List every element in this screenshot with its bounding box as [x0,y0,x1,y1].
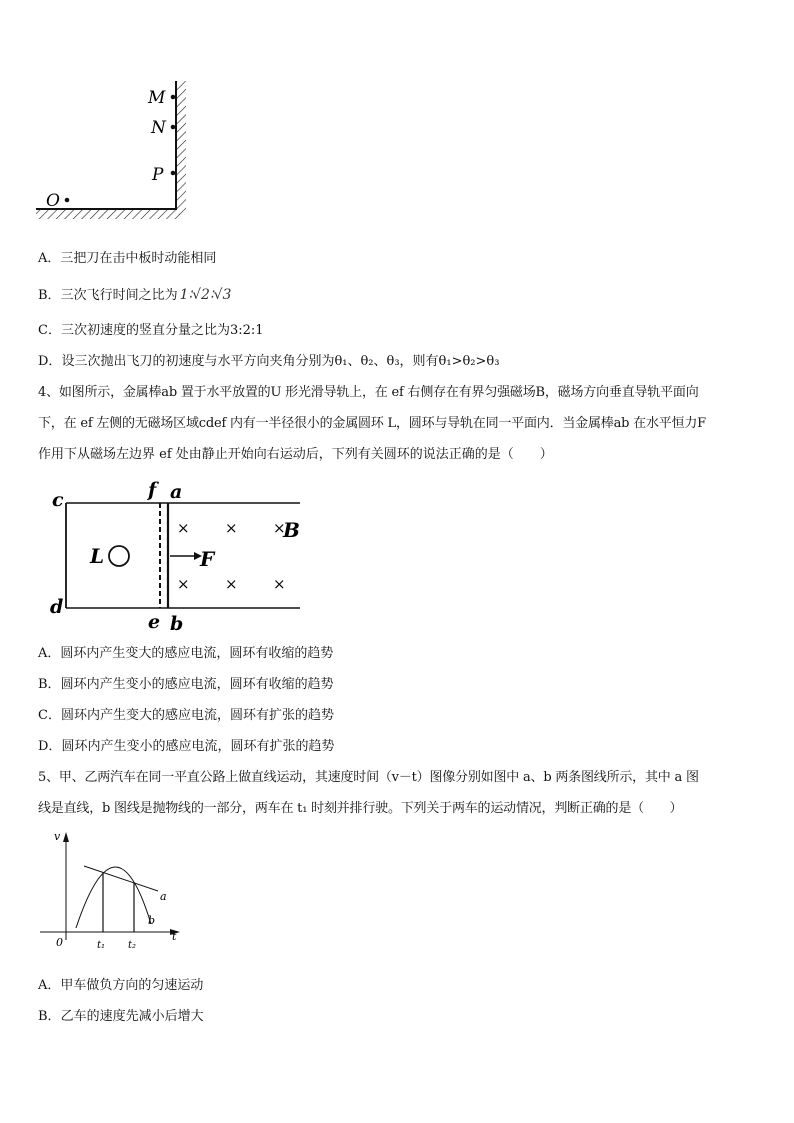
option-text: 三次初速度的竖直分量之比为3:2:1 [60,323,264,338]
label-b: b [170,613,184,634]
option-letter: B． [38,288,61,303]
option-text: 三次飞行时间之比为 [60,288,178,303]
label-a: a [170,481,183,503]
option-text: 圆环内产生变小的感应电流，圆环有扩张的趋势 [61,739,335,754]
point-m [171,95,176,100]
graph-line-a [84,866,158,891]
q4-stem-line3: 作用下从磁场左边界 ef 处由静止开始向右运动后，下列有关圆环的说法正确的是（ ） [38,447,553,462]
label-f: f [148,479,157,501]
point-o [65,198,70,203]
option-text: 圆环内产生变大的感应电流，圆环有收缩的趋势 [60,646,334,661]
option-text: 圆环内产生变大的感应电流，圆环有扩张的趋势 [60,708,334,723]
q5-stem-line1: 5、甲、乙两汽车在同一平直公路上做直线运动，其速度时间（v－t）图像分别如图中 a、b 两条图线所示，其中 a 图 [38,770,699,785]
label-p: P [152,165,164,185]
q4-option-c[interactable] [38,707,334,725]
figure-wall-floor [30,75,200,225]
q5-option-a[interactable] [38,977,203,995]
option-letter: D． [38,354,62,369]
wall-hatch [176,81,186,215]
label-field: B [283,518,300,542]
option-letter: A． [38,978,61,993]
label-b: b [148,914,156,927]
point-n [171,125,176,130]
option-letter: A． [38,251,61,266]
field-cross: × [273,575,286,593]
label-t: t [172,930,177,943]
option-letter: B． [38,677,61,692]
label-e: e [148,611,161,633]
q3-option-b[interactable] [38,286,231,305]
option-text: 三把刀在击中板时动能相同 [60,251,217,266]
v-axis-arrow [63,832,69,842]
label-v: v [54,830,61,843]
label-origin: 0 [56,936,63,949]
label-c: c [52,489,64,511]
label-m: M [148,88,166,108]
option-text: 设三次抛出飞刀的初速度与水平方向夹角分别为θ₁、θ₂、θ₃，则有θ₁>θ₂>θ₃ [61,354,500,369]
option-letter: A． [38,646,61,661]
q4-option-d[interactable] [38,738,334,756]
q3-option-a[interactable] [38,250,216,268]
ring-l [109,546,129,566]
label-d: d [50,596,64,618]
option-letter: B． [38,1009,61,1024]
figure-vt-graph [36,828,186,952]
field-cross: × [177,519,190,537]
label-o: O [46,191,60,211]
label-t1: t₁ [97,940,106,951]
figure-rails [44,476,306,634]
field-cross: × [225,519,238,537]
label-force: F [200,547,215,571]
q4-stem-line1: 4、如图所示，金属棒ab 置于水平放置的U 形光滑导轨上，在 ef 右侧存在有界匀强磁场B，磁场方向垂直导轨平面向 [38,385,699,400]
q4-option-a[interactable] [38,645,333,663]
label-n: N [151,118,166,138]
q4-option-b[interactable] [38,676,334,694]
q5-stem-line2: 线是直线，b 图线是抛物线的一部分，两车在 t₁ 时刻并排行驶。下列关于两车的运动情况，判断正确的是（ ） [38,801,683,816]
option-math: 1∶√2∶√3 [179,287,232,303]
option-letter: C． [38,323,61,338]
option-letter: D． [38,739,62,754]
option-letter: C． [38,708,61,723]
option-text: 乙车的速度先减小后增大 [60,1009,204,1024]
label-a: a [160,890,167,903]
label-t2: t₂ [128,940,137,951]
option-text: 甲车做负方向的匀速运动 [60,978,204,993]
field-cross: × [273,519,286,537]
field-cross: × [177,575,190,593]
option-text: 圆环内产生变小的感应电流，圆环有收缩的趋势 [60,677,334,692]
q4-stem-line2: 下，在 ef 左侧的无磁场区域cdef 内有一半径很小的金属圆环 L，圆环与导轨在同一平面内．当金属棒ab 在水平恒力F [38,416,706,431]
q5-option-b[interactable] [38,1008,204,1026]
point-p [171,171,176,176]
q3-option-d[interactable] [38,353,499,371]
q3-option-c[interactable] [38,322,264,340]
label-ring: L [90,544,105,568]
field-cross: × [225,575,238,593]
